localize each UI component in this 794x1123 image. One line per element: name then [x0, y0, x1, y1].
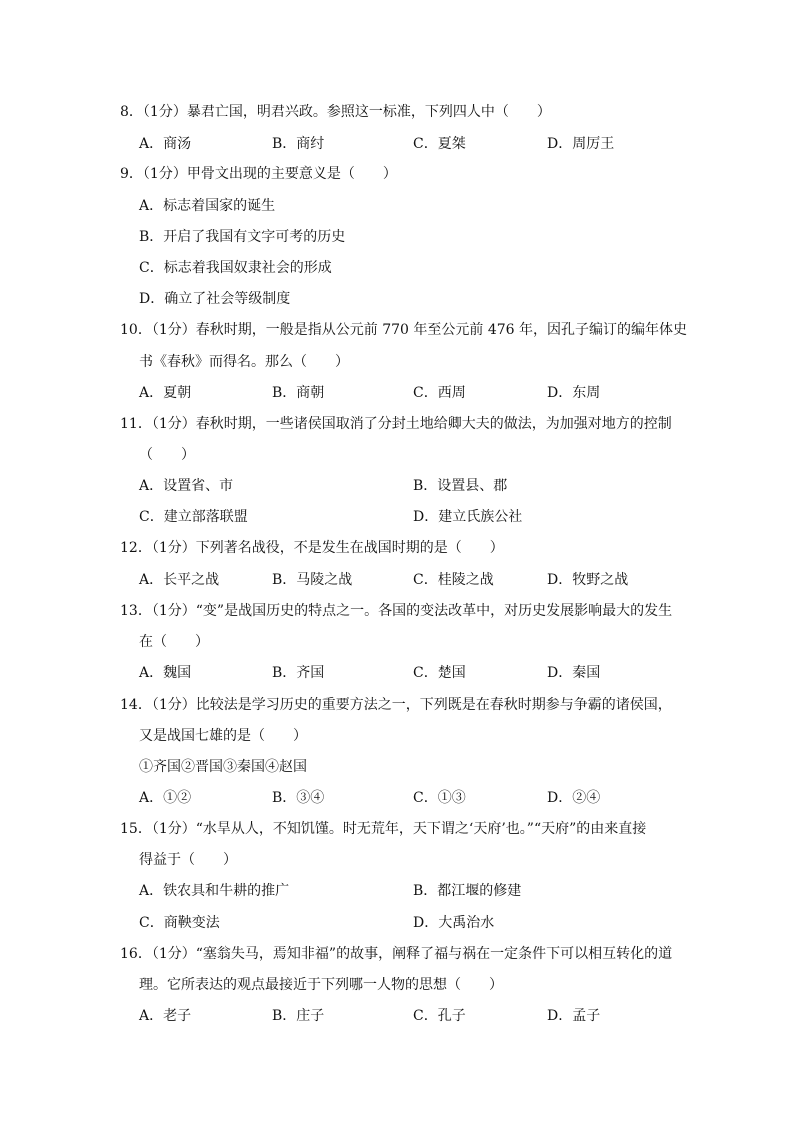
question-15-stem: 15．（1分）“水旱从人，不知饥馑。时无荒年，天下谓之‘天府’也。”“天府”的由来直接: [120, 821, 647, 837]
q9-option-b: B．开启了我国有文字可考的历史: [139, 229, 346, 245]
q14-option-a: A．①②: [139, 790, 192, 806]
q14-option-b: B．③④: [272, 790, 325, 806]
q13-option-a: A．魏国: [139, 665, 192, 681]
q10-option-c: C．西周: [413, 385, 466, 401]
q8-option-d: D．周厉王: [547, 136, 615, 152]
q10-option-a: A．夏朝: [139, 385, 192, 401]
q9-option-a: A．标志着国家的诞生: [139, 198, 276, 214]
q13-option-c: C．楚国: [413, 665, 466, 681]
q8-option-a: A．商汤: [139, 136, 192, 152]
q15-option-a: A．铁农具和牛耕的推广: [139, 883, 290, 899]
question-14-stem: 14．（1分）比较法是学习历史的重要方法之一，下列既是在春秋时期参与争霸的诸侯国，: [120, 697, 672, 713]
q12-option-d: D．牧野之战: [547, 572, 629, 588]
question-14-items: ①齐国②晋国③秦国④赵国: [139, 759, 307, 775]
q14-option-d: D．②④: [547, 790, 601, 806]
question-13-stem: 13．（1分）“变”是战国历史的特点之一。各国的变法改革中，对历史发展影响最大的发生: [120, 603, 673, 619]
question-13-stem-cont: 在（ ）: [139, 634, 209, 650]
q12-option-c: C．桂陵之战: [413, 572, 494, 588]
q10-option-d: D．东周: [547, 385, 601, 401]
q13-option-d: D．秦国: [547, 665, 601, 681]
q12-option-a: A．长平之战: [139, 572, 220, 588]
q16-option-b: B．庄子: [272, 1008, 325, 1024]
question-11-stem: 11．（1分）春秋时期，一些诸侯国取消了分封土地给卿大夫的做法，为加强对地方的控制: [120, 416, 672, 432]
question-15-stem-cont: 得益于（ ）: [139, 852, 237, 868]
q11-option-d: D．建立氏族公社: [413, 509, 523, 525]
q15-option-d: D．大禹治水: [413, 915, 495, 931]
q11-option-a: A．设置省、市: [139, 478, 234, 494]
question-9-stem: 9．（1分）甲骨文出现的主要意义是（ ）: [120, 166, 397, 182]
q14-option-c: C．①③: [413, 790, 466, 806]
q16-option-d: D．孟子: [547, 1008, 601, 1024]
question-16-stem: 16．（1分）“塞翁失马，焉知非福”的故事，阐释了福与祸在一定条件下可以相互转化的道: [120, 946, 673, 962]
question-14-stem-cont: 又是战国七雄的是（ ）: [139, 728, 307, 744]
question-10-stem: 10．（1分）春秋时期，一般是指从公元前 770 年至公元前 476 年，因孔子编订的编年体史: [120, 322, 687, 338]
q10-option-b: B．商朝: [272, 385, 325, 401]
q11-option-b: B．设置县、郡: [413, 478, 508, 494]
q15-option-b: B．都江堰的修建: [413, 883, 522, 899]
q12-option-b: B．马陵之战: [272, 572, 353, 588]
q9-option-c: C．标志着我国奴隶社会的形成: [139, 260, 332, 276]
question-11-stem-cont: （ ）: [139, 447, 195, 463]
q11-option-c: C．建立部落联盟: [139, 509, 248, 525]
question-12-stem: 12．（1分）下列著名战役，不是发生在战国时期的是（ ）: [120, 540, 504, 556]
q13-option-b: B．齐国: [272, 665, 325, 681]
question-10-stem-cont: 书《春秋》而得名。那么（ ）: [139, 354, 349, 370]
q8-option-c: C．夏桀: [413, 136, 466, 152]
q16-option-a: A．老子: [139, 1008, 192, 1024]
q15-option-c: C．商鞅变法: [139, 915, 220, 931]
q8-option-b: B．商纣: [272, 136, 325, 152]
question-16-stem-cont: 理。它所表达的观点最接近于下列哪一人物的思想（ ）: [139, 977, 503, 993]
question-8-stem: 8．（1分）暴君亡国，明君兴政。参照这一标准，下列四人中（ ）: [120, 104, 551, 120]
q9-option-d: D．确立了社会等级制度: [139, 291, 291, 307]
q16-option-c: C．孔子: [413, 1008, 466, 1024]
